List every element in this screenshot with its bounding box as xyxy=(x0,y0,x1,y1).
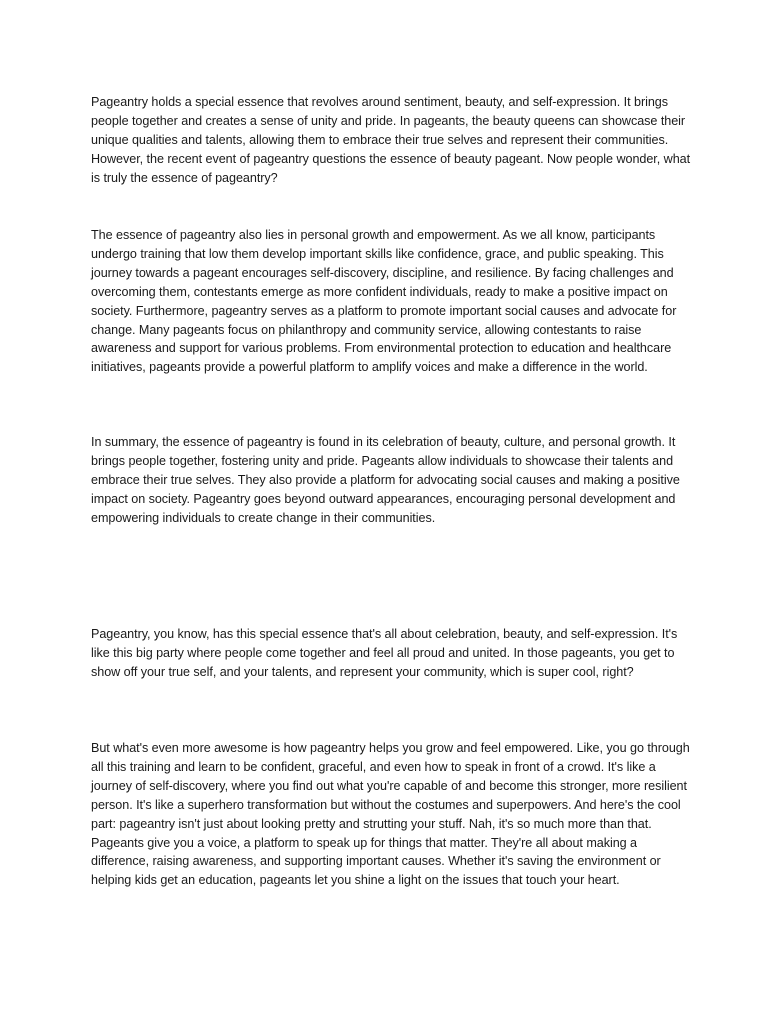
paragraph-intro: Pageantry holds a special essence that revolves around sentiment, beauty, and self-expression. It brings people together and creates a sense of unity and pride. In pageants, the beauty queens can showcase their unique qualities and talents, allowing them to embrace their true selves and represent their communities. However, the recent event of pageantry questions the essence of beauty pageant. Now people wonder, what is truly the essence of pageantry? xyxy=(91,95,691,185)
paragraph-casual-intro: Pageantry, you know, has this special essence that's all about celebration, beauty, and self-expression. It's like this big party where people come together and feel all proud and united. In those pageants, you get to show off your true self, and your talents, and represent your community, which is super cool, right? xyxy=(91,627,678,679)
paragraph-casual-growth: But what's even more awesome is how pageantry helps you grow and feel empowered. Like, you go through all this training and learn to be confident, graceful, and even how to speak in front of a crowd. It's like a journey of self-discovery, where you find out what you're capable of and become this stronger, more resilient person. It's like a superhero transformation but without the costumes and superpowers. And here's the cool part: pageantry isn't just about looking pretty and strutting your stuff. Nah, it's so much more than that. Pageants give you a voice, a platform to speak up for things that matter. They're all about making a difference, raising awareness, and supporting important causes. Whether it's saving the environment or helping kids get an education, pageants let you shine a light on the issues that touch your heart. xyxy=(91,741,690,888)
paragraph-growth: The essence of pageantry also lies in personal growth and empowerment. As we all know, participants undergo training that low them develop important skills like confidence, grace, and public speaking. This journey towards a pageant encourages self-discovery, discipline, and resilience. By facing challenges and overcoming them, contestants emerge as more confident individuals, ready to make a positive impact on society. Furthermore, pageantry serves as a platform to promote important social causes and advocate for change. Many pageants focus on philanthropy and community service, allowing contestants to raise awareness and support for various problems. From environmental protection to education and healthcare initiatives, pageants provide a powerful platform to amplify voices and make a difference in the world. xyxy=(91,228,677,375)
paragraph-summary: In summary, the essence of pageantry is found in its celebration of beauty, culture, and personal growth. It brings people together, fostering unity and pride. Pageants allow individuals to showcase their talents and embrace their true selves. They also provide a platform for advocating social causes and making a positive impact on society. Pageantry goes beyond outward appearances, encouraging personal development and empowering individuals to create change in their communities. xyxy=(91,435,680,525)
